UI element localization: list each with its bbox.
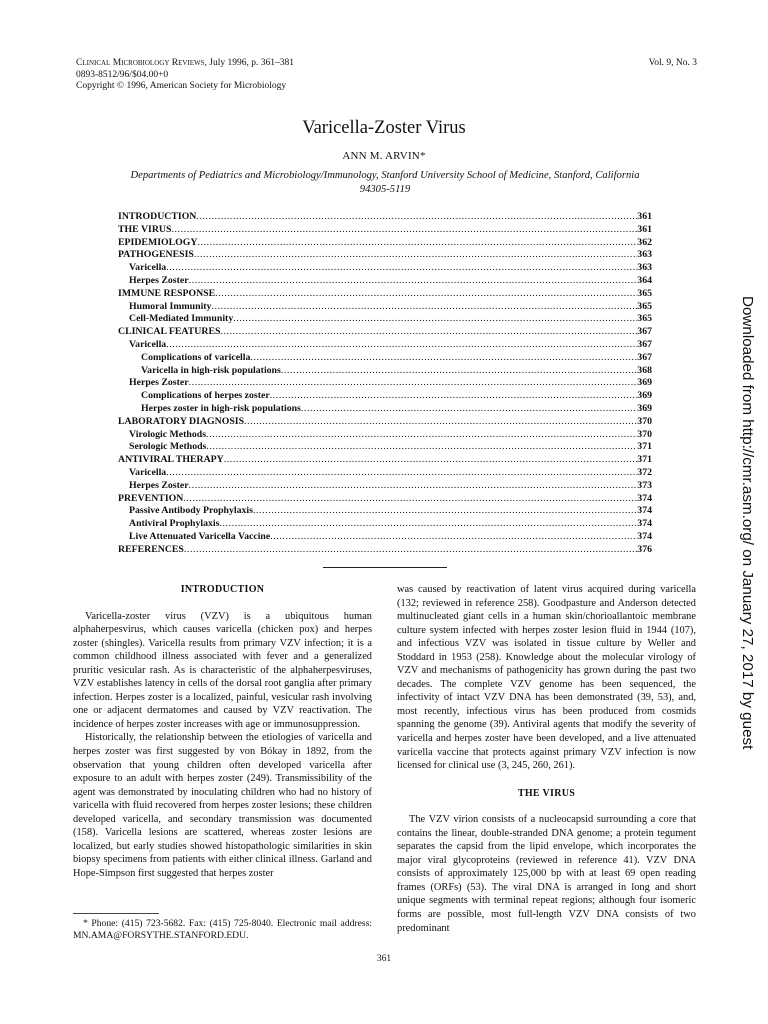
toc-entry-label: INTRODUCTION: [118, 211, 197, 222]
toc-entry-label: REFERENCES: [118, 543, 184, 555]
toc-entry-page: 369: [637, 377, 652, 389]
left-column: [73, 583, 372, 880]
toc-entry-page: 372: [637, 466, 652, 478]
toc-entry-page: 361: [637, 211, 652, 222]
toc-entry-page: 362: [637, 236, 652, 248]
corresponding-author-footnote: [73, 918, 372, 942]
toc-entry: [118, 275, 652, 288]
toc-entry: [118, 352, 652, 365]
toc-leader: [219, 518, 637, 531]
toc-entry: [118, 249, 652, 262]
toc-entry-label: Complications of herpes zoster: [141, 390, 270, 402]
table-of-contents: [118, 211, 652, 557]
footnote-text: * Phone: (415) 723-5682. Fax: (415) 725-8040. Electronic mail address: MN.AMA@FORSYTHE.STANFORD.EDU.: [73, 918, 372, 941]
toc-leader: [189, 480, 638, 493]
toc-leader: [233, 313, 637, 326]
toc-entry-label: ANTIVIRAL THERAPY: [118, 454, 224, 466]
toc-entry-label: Serologic Methods: [129, 441, 207, 453]
toc-leader: [244, 416, 637, 429]
toc-entry-page: 367: [637, 326, 652, 338]
toc-entry-page: 374: [637, 518, 652, 530]
section-heading-introduction: INTRODUCTION: [180, 584, 265, 595]
toc-leader: [220, 326, 637, 339]
toc-leader: [189, 377, 638, 390]
toc-entry-label: Virologic Methods: [129, 428, 207, 440]
download-watermark: Downloaded from http://cmr.asm.org/ on January 27, 2017 by guest: [739, 296, 756, 750]
toc-entry-label: Passive Antibody Prophylaxis: [129, 505, 253, 517]
toc-entry-page: 361: [637, 223, 652, 235]
toc-leader: [166, 339, 637, 352]
toc-entry-page: 363: [637, 262, 652, 274]
toc-entry-page: 368: [637, 364, 652, 376]
toc-entry-page: 374: [637, 492, 652, 504]
toc-entry-label: CLINICAL FEATURES: [118, 326, 221, 338]
toc-entry-label: IMMUNE RESPONSE: [118, 287, 216, 299]
body-paragraph: Historically, the relationship between the etiologies of varicella and herpes zoster was first suggested by von Bókay in 1892, from the observation that young children often developed varicella after exposure to an adult with herpes zoster (249). Transmissibility of the agent was demonstrated by inoculating children who had no history of varicella with fluid recovered from herpes zoster lesions; these children developed varicella, and secondary transmission was documented (158). Varicella lesions are scattered, whereas zoster lesions are localized, but early studies showed histopathologic similarities in skin biopsy specimens from patients with either clinical illness. Garland and Hope-Simpson first suggested that herpes zoster: [73, 732, 372, 879]
toc-entry-label: Herpes zoster in high-risk populations: [141, 402, 301, 414]
toc-entry: [118, 301, 652, 314]
toc-leader: [166, 467, 637, 480]
body-paragraph: The VZV virion consists of a nucleocapsid surrounding a core that contains the linear, double-stranded DNA genome; a protein tegument separates the capsid from the lipid envelope, which incorporates the major viral glycoproteins (reviewed in reference 41). VZV DNA consists of approximately 125,000 bp with at least 69 open reading frames (ORFs) (53). The viral DNA is arranged in long and short unique segments with terminal repeat regions; although four isomeric forms are possible, most full-length VZV DNA consists of two predominant: [397, 814, 696, 934]
section-divider: [323, 567, 447, 568]
toc-entry-page: 371: [637, 441, 652, 453]
toc-entry-page: 370: [637, 428, 652, 440]
toc-entry: [118, 365, 652, 378]
toc-leader: [211, 301, 637, 314]
toc-entry-label: PATHOGENESIS: [118, 249, 194, 261]
journal-citation: [76, 58, 294, 70]
toc-entry: [118, 326, 652, 339]
toc-entry-page: 365: [637, 313, 652, 325]
toc-entry-label: Herpes Zoster: [129, 479, 189, 491]
issn-line: 0893-8512/96/$04.00+0: [76, 69, 169, 80]
toc-entry: [118, 237, 652, 250]
toc-entry-page: 364: [637, 274, 652, 286]
toc-entry: [118, 339, 652, 352]
toc-leader: [171, 224, 637, 237]
toc-leader: [189, 275, 638, 288]
toc-entry-page: 367: [637, 338, 652, 350]
toc-entry: [118, 480, 652, 493]
toc-leader: [194, 249, 637, 262]
toc-leader: [196, 211, 637, 224]
toc-entry-page: 374: [637, 505, 652, 517]
toc-entry: [118, 416, 652, 429]
toc-entry: [118, 224, 652, 237]
right-column: [397, 583, 696, 935]
toc-entry: [118, 313, 652, 326]
toc-entry: [118, 467, 652, 480]
toc-leader: [301, 403, 637, 416]
toc-leader: [270, 531, 637, 544]
author-affiliation: Departments of Pediatrics and Microbiology/Immunology, Stanford University School of Medicine, Stanford, California 94305-5119: [130, 170, 640, 195]
toc-leader: [206, 429, 637, 442]
body-paragraph: was caused by reactivation of latent virus acquired during varicella (132; reviewed in reference 258). Goodpasture and Anderson detected multinucleated giant cells in a human skin/chorioallantoic membrane culture system infected with herpes zoster lesion fluid in 1944 (107), and infectious VZV was isolated in tissue culture by Weller and Stoddard in 1953 (258). Knowledge about the molecular virology of VZV and mechanisms of pathogenicity has grown during the past two decades. The complete VZV genome has been sequenced, the infectivity of intact VZV DNA has been demonstrated (39, 53), and, most recently, infectious virus has been produced from cosmids spanning the genome (39). Antiviral agents that modify the severity of varicella and herpes zoster have been developed, and a live attenuated varicella vaccine that protects against primary VZV infection is now licensed for clinical use (3, 245, 260, 261).: [397, 584, 696, 772]
copyright-line: Copyright © 1996, American Society for Microbiology: [76, 81, 287, 91]
toc-entry: [118, 493, 652, 506]
section-heading-the-virus: THE VIRUS: [517, 787, 576, 799]
issue-info: , July 1996, p. 361–381: [204, 58, 294, 68]
running-header-left: [76, 58, 294, 93]
toc-entry-page: 373: [637, 479, 652, 491]
toc-leader: [166, 262, 637, 275]
toc-leader: [281, 365, 637, 378]
toc-leader: [250, 352, 637, 365]
journal-name: Clinical Microbiology Reviews: [76, 58, 205, 68]
toc-entry-label: Varicella: [129, 338, 167, 350]
toc-entry: [118, 429, 652, 442]
toc-entry-label: Complications of varicella: [141, 351, 251, 363]
toc-entry: [118, 211, 652, 224]
toc-entry: [118, 544, 652, 557]
toc-entry-label: LABORATORY DIAGNOSIS: [118, 415, 245, 427]
toc-leader: [183, 493, 637, 506]
toc-entry: [118, 262, 652, 275]
toc-entry-page: 371: [637, 454, 652, 466]
toc-leader: [253, 505, 637, 518]
toc-entry-page: 376: [637, 543, 652, 555]
page-number: 361: [376, 954, 392, 964]
footnote-divider: [73, 913, 159, 914]
toc-leader: [224, 454, 638, 467]
toc-entry-page: 369: [637, 390, 652, 402]
toc-entry-label: PREVENTION: [118, 492, 184, 504]
toc-entry-label: EPIDEMIOLOGY: [118, 236, 198, 248]
toc-entry: [118, 288, 652, 301]
toc-leader: [270, 390, 638, 403]
toc-entry-page: 370: [637, 415, 652, 427]
toc-entry-label: Antiviral Prophylaxis: [129, 518, 220, 530]
toc-entry-page: 367: [637, 351, 652, 363]
body-paragraph: Varicella-zoster virus (VZV) is a ubiquitous human alphaherpesvirus, which causes varicella (chicken pox) and herpes zoster (shingles). Varicella results from primary VZV infection; it is a common childhood illness associated with fever and a generalized pruritic vesicular rash. As is characteristic of the alphaherpesviruses, VZV establishes latency in cells of the dorsal root ganglia after primary infection. Herpes zoster is a localized, painful, vesicular rash involving one or adjacent dermatomes and caused by VZV reactivation. The incidence of herpes zoster increases with age or immunosuppression.: [73, 610, 372, 730]
article-author: ANN M. ARVIN*: [342, 150, 426, 162]
toc-entry: [118, 518, 652, 531]
toc-entry-page: 365: [637, 300, 652, 312]
toc-entry-label: Humoral Immunity: [129, 300, 212, 312]
toc-entry-page: 363: [637, 249, 652, 261]
toc-entry-label: Live Attenuated Varicella Vaccine: [129, 530, 271, 542]
toc-entry-label: THE VIRUS: [118, 223, 172, 235]
toc-entry: [118, 377, 652, 390]
toc-leader: [184, 544, 637, 557]
volume-info: Vol. 9, No. 3: [648, 58, 697, 68]
toc-entry: [118, 441, 652, 454]
toc-entry-label: Varicella: [129, 466, 167, 478]
toc-leader: [197, 237, 637, 250]
toc-entry-page: 369: [637, 402, 652, 414]
toc-entry: [118, 531, 652, 544]
toc-entry-label: Varicella: [129, 262, 167, 274]
toc-entry-page: 365: [637, 287, 652, 299]
toc-entry: [118, 505, 652, 518]
toc-entry: [118, 390, 652, 403]
toc-entry-label: Cell-Mediated Immunity: [129, 313, 234, 325]
toc-leader: [215, 288, 637, 301]
toc-entry-label: Herpes Zoster: [129, 274, 189, 286]
toc-entry-label: Herpes Zoster: [129, 377, 189, 389]
toc-entry-page: 374: [637, 530, 652, 542]
toc-entry-label: Varicella in high-risk populations: [141, 364, 281, 376]
toc-entry: [118, 454, 652, 467]
toc-entry: [118, 403, 652, 416]
article-title: Varicella-Zoster Virus: [302, 118, 466, 138]
toc-leader: [206, 441, 637, 454]
